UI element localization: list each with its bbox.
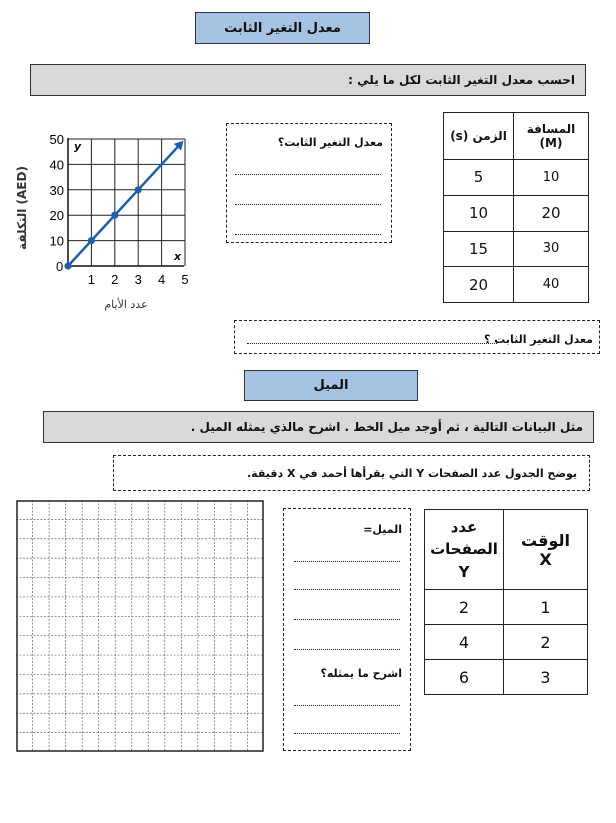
y-tick-label: 20 — [49, 208, 64, 224]
table-cell: 2 — [425, 590, 504, 625]
answer-line[interactable] — [294, 589, 400, 590]
table-cell: 15 — [444, 231, 514, 267]
instruction-text: احسب معدل التغير الثابت لكل ما يلي : — [348, 73, 575, 87]
description-box — [113, 455, 590, 491]
instruction-text: مثل البيانات التالية ، ثم أوجد ميل الخط . اشرح مالذي يمثله الميل . — [190, 420, 583, 434]
graph-paper[interactable] — [16, 500, 264, 752]
data-point — [135, 186, 142, 193]
trend-line — [68, 143, 181, 266]
header-pages-var: Y — [458, 562, 470, 581]
answer-line[interactable] — [294, 705, 400, 706]
description-text: يوضح الجدول عدد الصفحات Y التي يقرأها أحمد في X دقيقة. — [247, 466, 577, 480]
x-tick-label: 3 — [134, 272, 142, 287]
y-tick-label: 10 — [49, 233, 64, 249]
table-cell: 6 — [425, 660, 504, 695]
answer-line[interactable] — [235, 234, 381, 235]
time-pages-table — [424, 509, 588, 695]
header-time: الزمن (s) — [444, 113, 514, 160]
cost-days-graph — [6, 128, 206, 318]
y-axis-title: التكلفة (AED) — [15, 166, 29, 250]
table-cell: 10 — [514, 160, 589, 196]
table-cell: 40 — [514, 267, 589, 303]
table-cell: 10 — [444, 195, 514, 231]
slope-answer-box — [283, 508, 411, 751]
y-axis-letter: y — [74, 140, 82, 153]
table-cell: 4 — [425, 625, 504, 660]
x-axis-letter: x — [174, 250, 182, 263]
header-time-label: الوقت — [521, 530, 570, 550]
distance-time-table — [443, 112, 589, 303]
answer-line[interactable] — [294, 649, 400, 650]
answer-box-2 — [234, 320, 600, 354]
slope-label: الميل= — [363, 523, 402, 536]
data-point — [88, 237, 95, 244]
data-point — [111, 212, 118, 219]
section2-instruction — [43, 411, 594, 443]
answer-line[interactable] — [294, 619, 400, 620]
answer-line[interactable] — [235, 174, 381, 175]
header-pages-label: عدد الصفحات — [430, 517, 498, 559]
data-point — [64, 262, 71, 269]
section2-title: الميل — [244, 370, 418, 401]
header-distance: المسافة (M) — [514, 113, 589, 160]
answer-line[interactable] — [294, 561, 400, 562]
y-tick-label: 50 — [49, 132, 64, 147]
section1-title: معدل التغير الثابت — [195, 12, 370, 44]
answer-box-1 — [226, 123, 392, 243]
answer-line[interactable] — [294, 733, 400, 734]
header-pages — [425, 510, 504, 590]
answer-line[interactable] — [235, 204, 381, 205]
origin-label: 0 — [56, 259, 64, 274]
x-axis-title: عدد الأيام — [104, 298, 148, 311]
table-cell: 3 — [504, 660, 588, 695]
answer-box-1-label: معدل التغير الثابت؟ — [277, 136, 383, 149]
table-cell: 30 — [514, 231, 589, 267]
header-time — [504, 510, 588, 590]
x-tick-label: 2 — [111, 272, 119, 287]
x-tick-label: 1 — [87, 272, 96, 287]
answer-line[interactable] — [247, 343, 497, 344]
x-tick-label: 5 — [181, 272, 189, 287]
table-cell: 5 — [444, 160, 514, 196]
x-tick-label: 4 — [157, 272, 166, 287]
table-cell: 20 — [514, 195, 589, 231]
answer-box-2-label: معدل التغير الثابت ؟ — [483, 333, 593, 346]
section1-instruction — [30, 64, 586, 96]
table-cell: 20 — [444, 267, 514, 303]
header-time-var: X — [539, 549, 552, 569]
table-cell: 1 — [504, 590, 588, 625]
table-cell: 2 — [504, 625, 588, 660]
y-tick-label: 40 — [49, 157, 64, 173]
y-tick-label: 30 — [49, 182, 64, 198]
explain-label: اشرح ما يمثله؟ — [320, 667, 402, 680]
